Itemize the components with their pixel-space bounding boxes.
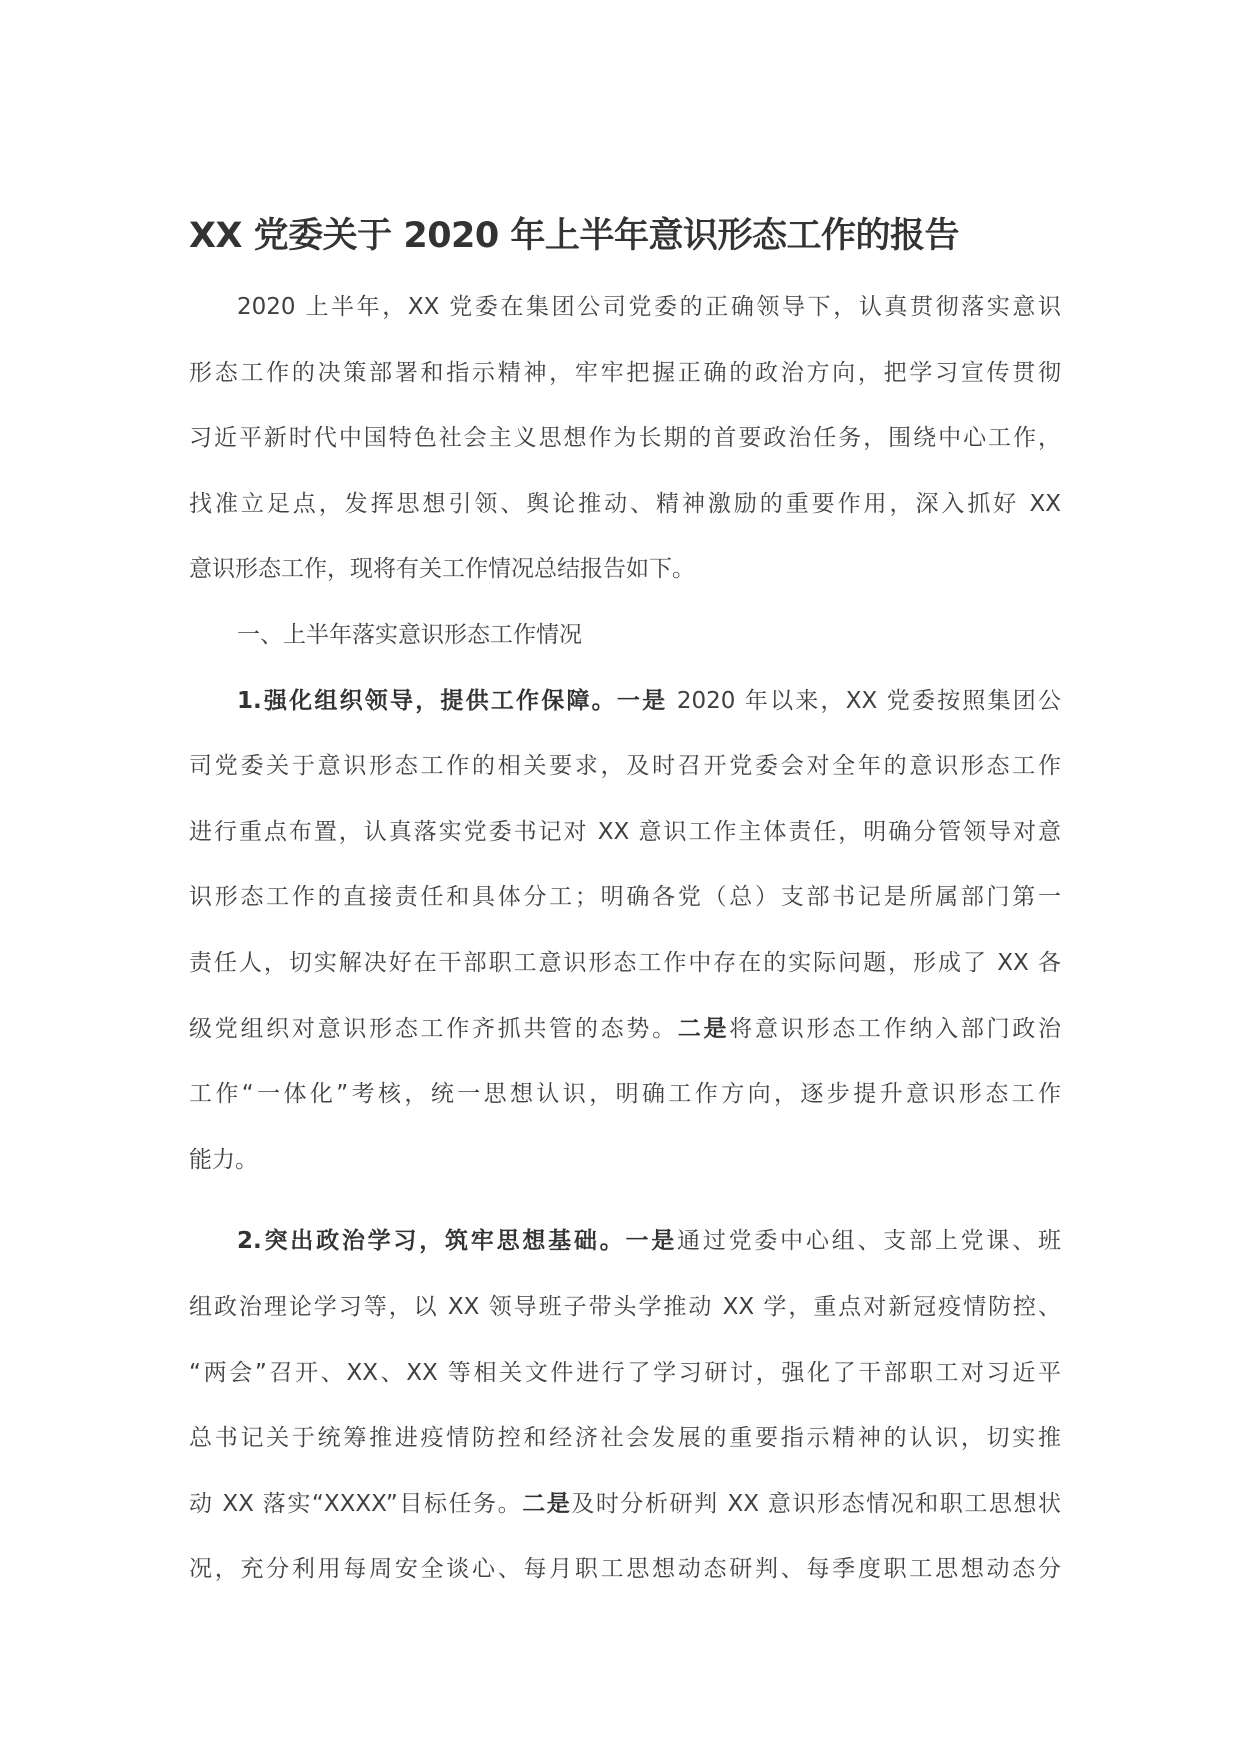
text-line xyxy=(189,1275,1061,1341)
text-span: “两会”召开、XX、XX 等相关文件进行了学习研讨，强化了干部职工对习近平 xyxy=(189,1359,1061,1386)
text-line xyxy=(189,1472,1061,1538)
text-span: 找准立足点，发挥思想引领、舆论推动、精神激励的重要作用，深入抓好 XX xyxy=(189,490,1061,517)
text-span: 组政治理论学习等，以 XX 领导班子带头学推动 XX 学，重点对新冠疫情防控、 xyxy=(189,1293,1061,1320)
text-line xyxy=(189,1209,1061,1275)
text-span: 工作“一体化”考核，统一思想认识，明确工作方向，逐步提升意识形态工作 xyxy=(189,1081,1061,1108)
text-line xyxy=(189,734,1061,800)
bold-text: 1.强化组织领导，提供工作保障。一是 xyxy=(237,687,668,714)
text-line xyxy=(189,1537,1061,1603)
text-line xyxy=(189,1406,1061,1472)
paragraph xyxy=(189,603,1061,669)
text-line xyxy=(189,341,1061,407)
text-line xyxy=(189,603,1061,669)
text-line xyxy=(189,1128,1061,1194)
text-line xyxy=(189,406,1061,472)
bold-text: 二是 xyxy=(522,1490,572,1517)
paragraph-gap xyxy=(189,1193,1061,1209)
text-span: 进行重点布置，认真落实党委书记对 XX 意识工作主体责任，明确分管领导对意 xyxy=(189,818,1061,845)
paragraph xyxy=(189,1209,1061,1603)
text-span: 动 XX 落实“XXXX”目标任务。 xyxy=(189,1490,523,1517)
text-span: 形态工作的决策部署和指示精神，牢牢把握正确的政治方向，把学习宣传贯彻 xyxy=(189,359,1061,386)
text-line xyxy=(189,275,1061,341)
text-line xyxy=(189,472,1061,538)
text-span: 意识形态工作，现将有关工作情况总结报告如下。 xyxy=(189,556,695,583)
text-line xyxy=(189,1341,1061,1407)
text-span: 将意识形态工作纳入部门政治 xyxy=(729,1015,1062,1042)
text-span: 责任人，切实解决好在干部职工意识形态工作中存在的实际问题，形成了 XX 各 xyxy=(189,949,1061,976)
text-span: 通过党委中心组、支部上党课、班 xyxy=(677,1228,1061,1255)
document-body xyxy=(189,275,1061,1603)
document-title: XX 党委关于 2020 年上半年意识形态工作的报告 xyxy=(189,216,959,256)
text-span: 一、上半年落实意识形态工作情况 xyxy=(237,621,582,648)
text-line xyxy=(189,1062,1061,1128)
text-span: 能力。 xyxy=(189,1146,258,1173)
text-line xyxy=(189,669,1061,735)
text-span: 2020 年以来，XX 党委按照集团公 xyxy=(667,687,1061,714)
text-span: 习近平新时代中国特色社会主义思想作为长期的首要政治任务，围绕中心工作， xyxy=(189,425,1061,452)
text-span: 级党组织对意识形态工作齐抓共管的态势。 xyxy=(189,1015,678,1042)
text-span: 况，充分利用每周安全谈心、每月职工思想动态研判、每季度职工思想动态分 xyxy=(189,1556,1061,1583)
text-line xyxy=(189,537,1061,603)
bold-text: 二是 xyxy=(677,1015,730,1042)
text-span: 司党委关于意识形态工作的相关要求，及时召开党委会对全年的意识形态工作 xyxy=(189,753,1061,780)
bold-text: 2.突出政治学习，筑牢思想基础。一是 xyxy=(237,1228,678,1255)
paragraph xyxy=(189,275,1061,603)
text-span: 识形态工作的直接责任和具体分工；明确各党（总）支部书记是所属部门第一 xyxy=(189,884,1061,911)
text-line xyxy=(189,865,1061,931)
text-line xyxy=(189,800,1061,866)
text-span: 及时分析研判 XX 意识形态情况和职工思想状 xyxy=(571,1490,1062,1517)
text-span: 总书记关于统筹推进疫情防控和经济社会发展的重要指示精神的认识，切实推 xyxy=(189,1425,1061,1452)
paragraph xyxy=(189,669,1061,1194)
text-span: 2020 上半年，XX 党委在集团公司党委的正确领导下，认真贯彻落实意识 xyxy=(237,294,1061,320)
text-line xyxy=(189,931,1061,997)
text-line xyxy=(189,997,1061,1063)
